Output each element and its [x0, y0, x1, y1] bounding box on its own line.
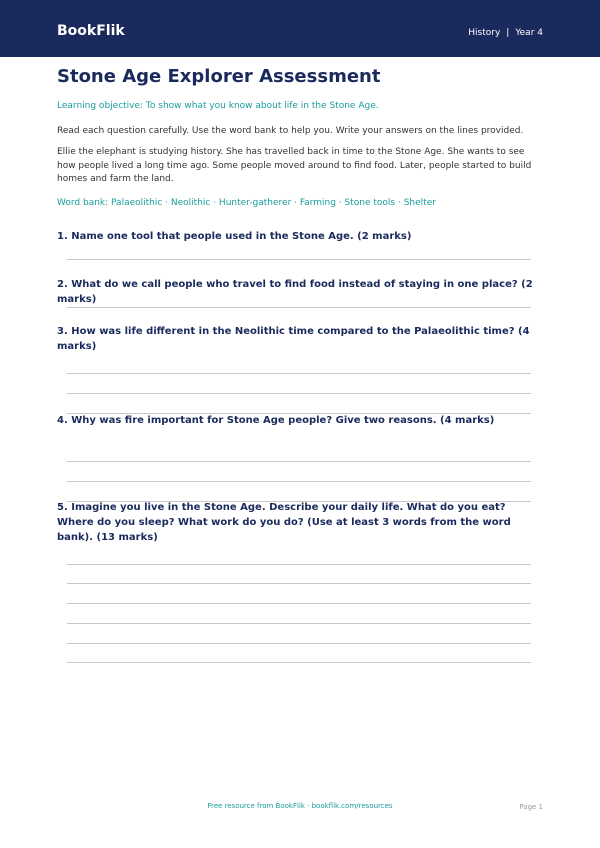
answer-line[interactable] [67, 481, 531, 482]
question-5: 5. Imagine you live in the Stone Age. Describe your daily life. What do you eat? Where do you sleep? What work do you do? (Use at least 3 words from the word bank). (13 marks) [57, 502, 511, 543]
question-1: 1. Name one tool that people used in the Stone Age. (2 marks) [57, 231, 412, 242]
answer-line[interactable] [67, 393, 531, 394]
learning-objective: Learning objective: To show what you know about life in the Stone Age. [57, 101, 379, 111]
header-meta [468, 28, 543, 38]
question-4: 4. Why was fire important for Stone Age people? Give two reasons. (4 marks) [57, 415, 495, 426]
word-bank: Word bank: Palaeolithic · Neolithic · Hunter-gatherer · Farming · Stone tools · Shelter [57, 198, 436, 208]
answer-line[interactable] [67, 623, 531, 624]
story-paragraph: Ellie the elephant is studying history. She has travelled back in time to the Stone Age. She wants to see how people lived a long time ago. Some people moved around to find food. Later, people started to build homes and farm the land. [57, 147, 532, 184]
answer-line[interactable] [67, 307, 531, 308]
page-number: Page 1 [519, 803, 543, 811]
subject-label: History [468, 28, 501, 38]
header-bar [0, 0, 600, 57]
answer-line[interactable] [67, 564, 531, 565]
answer-line[interactable] [67, 603, 531, 604]
answer-line[interactable] [67, 662, 531, 663]
answer-line[interactable] [67, 461, 531, 462]
answer-line[interactable] [67, 583, 531, 584]
answer-line[interactable] [67, 259, 531, 260]
meta-separator: | [506, 28, 510, 38]
year-label: Year 4 [515, 28, 543, 38]
question-2: 2. What do we call people who travel to find food instead of staying in one place? (2 marks) [57, 279, 533, 305]
question-3: 3. How was life different in the Neolithic time compared to the Palaeolithic time? (4 marks) [57, 326, 530, 352]
brand-logo-text: BookFlik [57, 23, 125, 39]
answer-line[interactable] [67, 373, 531, 374]
worksheet-title: Stone Age Explorer Assessment [57, 66, 381, 87]
instructions-text: Read each question carefully. Use the word bank to help you. Write your answers on the lines provided. [57, 126, 524, 136]
footer-resource-link[interactable]: Free resource from BookFlik · bookflik.com/resources [207, 802, 393, 810]
answer-line[interactable] [67, 643, 531, 644]
